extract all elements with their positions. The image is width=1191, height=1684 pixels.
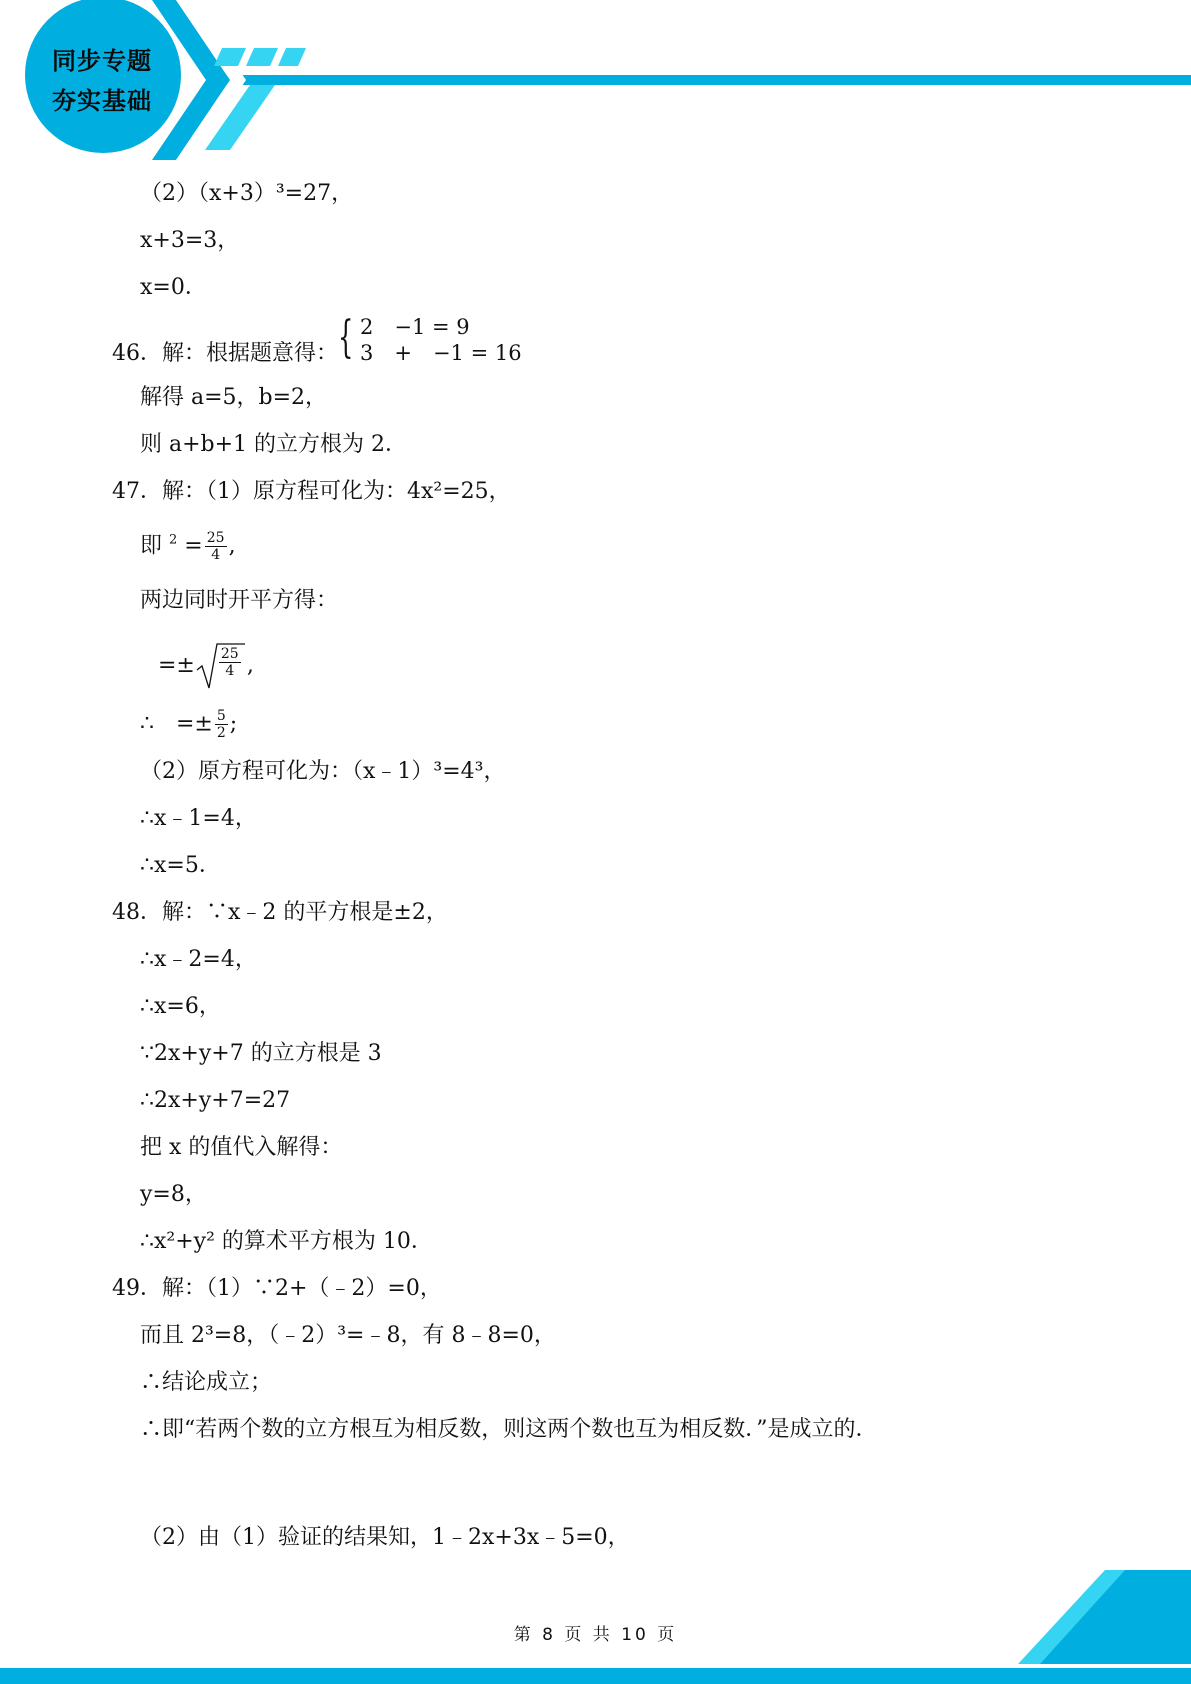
line-10-prefix: =±: [158, 653, 195, 678]
line-17: ∴x=6，: [140, 994, 221, 1019]
line-10: =± $\frac{25}{4}$ ,: [158, 640, 254, 692]
line-20: 把 x 的值代入解得：: [140, 1135, 343, 1160]
system-eq-2: 3 + −1 = 16: [360, 341, 522, 365]
line-8-eq: =: [184, 533, 203, 559]
line-14: ∴x=5．: [140, 853, 221, 878]
line-8-prefix: 即: [140, 533, 163, 559]
line-1: （2）（x+3）³=27，: [140, 181, 354, 206]
line-21: y=8，: [140, 1182, 207, 1207]
line-12: （2）原方程可化为：（x﹣1）³=4³，: [140, 759, 506, 784]
line-27: （2）由（1）验证的结果知，1﹣2x+3x﹣5=0，: [140, 1525, 630, 1550]
equation-system: [338, 314, 538, 366]
line-22: ∴x²+y² 的算术平方根为 10．: [140, 1229, 433, 1254]
line-25: ∴结论成立；: [140, 1370, 273, 1395]
line-5: 解得 a=5，b=2，: [140, 385, 328, 410]
line-26: ∴即“若两个数的立方根互为相反数，则这两个数也互为相反数．”是成立的．: [140, 1417, 878, 1442]
badge-line-2: 夯实基础: [52, 87, 152, 115]
system-eq-1: 2 −1 = 9: [360, 315, 470, 339]
fraction-5-2: $\frac{5}{2}$: [216, 708, 226, 741]
line-47: 47．解：（1）原方程可化为：4x²=25，: [112, 479, 511, 504]
line-9: 两边同时开平方得：: [140, 588, 339, 613]
line-11: ∴ =± $\frac{5}{2}$ ;: [140, 708, 238, 741]
line-8: 即 $^2$ = $\frac{25}{4}$ ,: [140, 530, 236, 563]
line-46-prefix: 46．解：根据题意得：: [112, 341, 338, 366]
fraction-25-4: $\frac{25}{4}$: [206, 530, 225, 563]
header-badge: [26, 10, 178, 152]
line-6: 则 a+b+1 的立方根为 2．: [140, 432, 408, 457]
line-48: 48．解：∵x﹣2 的平方根是±2，: [112, 900, 448, 925]
line-49: 49．解：（1）∵2+（﹣2）=0，: [112, 1276, 442, 1301]
line-3: x=0．: [140, 275, 207, 300]
line-2: x+3=3，: [140, 228, 240, 253]
line-46-system: [112, 312, 538, 380]
line-18: ∵2x+y+7 的立方根是 3: [140, 1041, 382, 1066]
line-24: 而且 2³=8，（﹣2）³=﹣8，有 8﹣8=0，: [140, 1323, 556, 1348]
line-11-prefix: ∴ =±: [140, 711, 213, 737]
badge-line-1: 同步专题: [52, 47, 152, 75]
brace-symbol: {: [338, 312, 354, 363]
sqrt-25-4: $\frac{25}{4}$: [195, 640, 247, 692]
page-number: 第 8 页 共 10 页: [513, 1625, 678, 1645]
line-8-sup: 2: [169, 532, 178, 548]
line-13: ∴x﹣1=4，: [140, 806, 257, 831]
line-16: ∴x﹣2=4，: [140, 947, 257, 972]
header-banner: [0, 0, 1191, 160]
line-19: ∴2x+y+7=27: [140, 1088, 291, 1113]
